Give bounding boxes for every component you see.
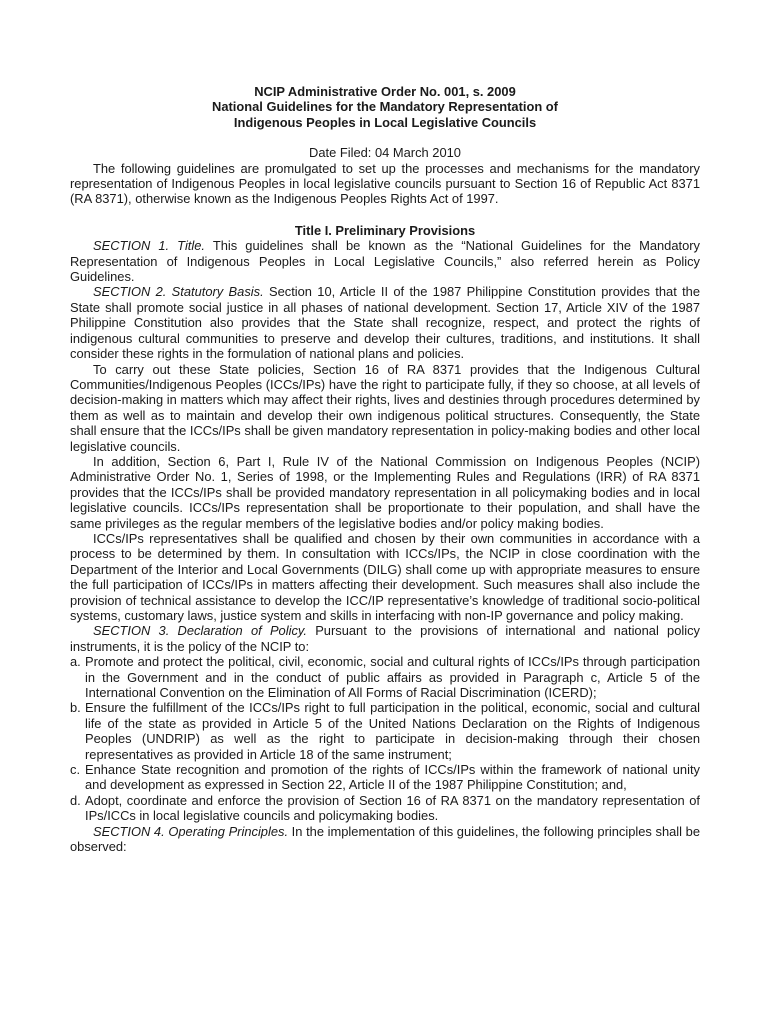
order-number: NCIP Administrative Order No. 001, s. 2009 bbox=[254, 84, 516, 99]
section-2-paragraph bbox=[70, 284, 700, 361]
section-4-text: In the implementation of this guidelines, the following principles shall be observed: bbox=[70, 823, 700, 855]
intro-paragraph: The following guidelines are promulgated to set up the processes and mechanisms for the mandatory representation of Indigenous Peoples in local legislative councils pursuant to Section 16 of Republic Act 8371 (RA 8371), otherwise known as the Indigenous Peoples Rights Act of 1997. bbox=[70, 160, 700, 207]
policy-item bbox=[70, 654, 700, 700]
section-3-text: Pursuant to the provisions of international and national policy instruments, it is the policy of the NCIP to: bbox=[70, 623, 700, 654]
carry-out-paragraph: To carry out these State policies, Section 16 of RA 8371 provides that the Indigenous Cultural Communities/Indigenous Peoples (ICCs/IPs) have the right to participate fully, if they so choose, at all levels of decision-making in matters which may affect their rights, lives and destinies through procedures determined by them as well as to maintain and develop their own indigenous political structures. Consequently, the State shall ensure that the ICCs/IPs shall be given mandatory representation in policy-making bodies and other local legislative councils. bbox=[70, 361, 700, 454]
representatives-paragraph: ICCs/IPs representatives shall be qualified and chosen by their own communities in accordance with a process to be determined by them. In consultation with ICCs/IPs, the NCIP in close coordination with the Department of the Interior and Local Governments (DILG) shall come up with appropriate measures to ensure the full participation of ICCs/IPs in matters affecting their development. Such measures shall also include the provision of technical assistance to develop the ICC/IP representative’s knowledge of traditional socio-political systems, customary laws, justice system and skills in interfacing with non-IP governance and policy making. bbox=[70, 530, 700, 623]
section-2-label: SECTION 2. Statutory Basis. bbox=[93, 284, 264, 300]
addition-paragraph: In addition, Section 6, Part I, Rule IV of the National Commission on Indigenous Peoples (NCIP) Administrative Order No. 1, Series of 1998, or the Implementing Rules and Regulations (IRR) of RA 8371 provides that the ICCs/IPs shall be provided mandatory representation in all policymaking bodies and in local legislative councils. ICCs/IPs representation shall be proportionate to their population, and shall have the same privileges as the regular members of the legislative bodies and/or policy making bodies. bbox=[70, 453, 700, 531]
list-item-text: Adopt, coordinate and enforce the provision of Section 16 of RA 8371 on the mandatory representation of IPs/ICCs in local legislative councils and policymaking bodies. bbox=[85, 792, 700, 824]
section-1-paragraph bbox=[70, 238, 700, 284]
list-item-text: Enhance State recognition and promotion of the rights of ICCs/IPs within the framework of national unity and development as expressed in Section 22, Article II of the 1987 Philippine Constitution; and, bbox=[85, 762, 700, 793]
section-3-label: SECTION 3. Declaration of Policy. bbox=[93, 623, 307, 639]
policy-item bbox=[70, 700, 700, 762]
list-marker: c. bbox=[70, 762, 81, 778]
date-filed: Date Filed: 04 March 2010 bbox=[309, 145, 461, 161]
list-marker: d. bbox=[70, 792, 81, 808]
list-marker: b. bbox=[70, 700, 81, 716]
policy-item bbox=[70, 762, 700, 793]
section-3-paragraph bbox=[70, 623, 700, 654]
section-4-paragraph bbox=[70, 824, 700, 855]
list-marker: a. bbox=[70, 654, 81, 670]
document-page bbox=[70, 84, 700, 855]
policy-item bbox=[70, 793, 700, 824]
list-item-text: Ensure the fulfillment of the ICCs/IPs right to full participation in the political, economic, social and cultural life of the state as provided in Article 5 of the United Nations Declaration on the Rights of Indigenous Peoples (UNDRIP) as well as the right to participate in decision-making through their chosen representatives as provided in Article 18 of the same instrument; bbox=[85, 700, 700, 762]
section-1-text: This guidelines shall be known as the “National Guidelines for the Mandatory Representation of Indigenous Peoples in Local Legislative Councils,” also referred herein as Policy Guidelines. bbox=[70, 238, 700, 285]
section-4-label: SECTION 4. Operating Principles. bbox=[93, 823, 289, 839]
document-title-line-1: National Guidelines for the Mandatory Representation of bbox=[212, 99, 558, 115]
section-2-text: Section 10, Article II of the 1987 Philippine Constitution provides that the State shall promote social justice in all phases of national development. Section 17, Article XIV of the 1987 Philippine Constitution also provides that the State shall recognize, respect, and protect the rights of indigenous cultural communities to preserve and develop their cultures, traditions, and institutions. It shall consider these rights in the formulation of national plans and policies. bbox=[70, 284, 701, 362]
policy-list bbox=[70, 654, 700, 823]
section-1-label: SECTION 1. Title. bbox=[93, 238, 206, 254]
list-item-text: Promote and protect the political, civil, economic, social and cultural rights of ICCs/IPs through participation in the Government and in the conduct of public affairs as provided in Paragraph c, Article 5 of the International Convention on the Elimination of All Forms of Racial Discrimination (ICERD); bbox=[85, 654, 700, 701]
document-title-line-2: Indigenous Peoples in Local Legislative Councils bbox=[233, 114, 537, 130]
title-heading: Title I. Preliminary Provisions bbox=[294, 222, 476, 238]
